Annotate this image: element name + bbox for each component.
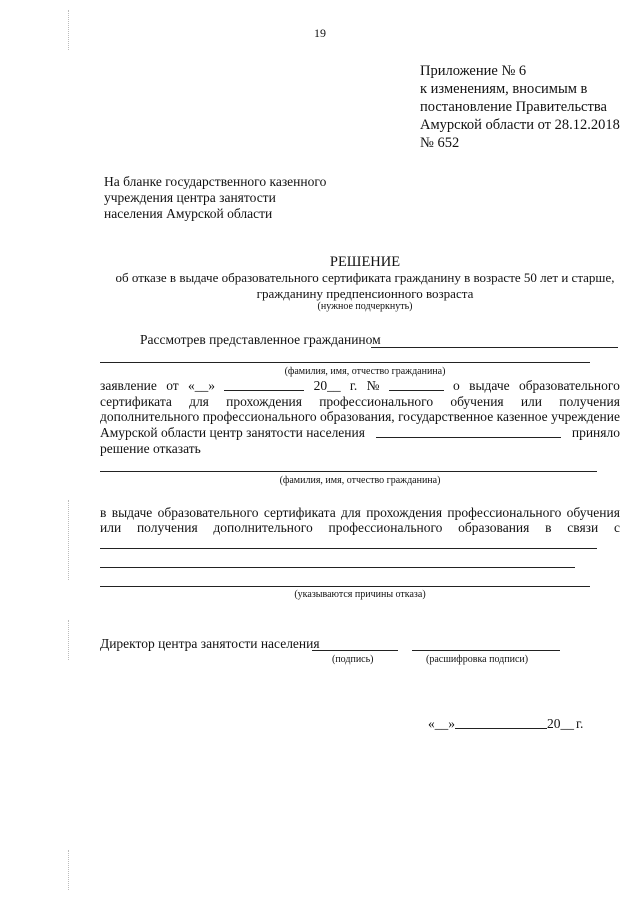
date-quote: «__» <box>187 378 215 393</box>
date-month-field[interactable] <box>224 378 304 391</box>
letterhead-block <box>104 174 326 222</box>
word: сертификата <box>100 394 172 409</box>
word: для <box>189 394 209 409</box>
caption-fio-2: (фамилия, имя, отчество гражданина) <box>279 475 441 486</box>
year-g: г. <box>349 378 358 393</box>
word: заявление <box>100 378 157 393</box>
word: образования <box>458 520 530 535</box>
signature-field[interactable] <box>312 650 398 651</box>
considered-label: Рассмотрев представленное гражданином <box>140 332 381 347</box>
appendix-line: Приложение № 6 <box>420 63 527 79</box>
reason-field-2[interactable] <box>100 567 575 568</box>
word: выдаче <box>111 505 153 520</box>
letterhead-line: На бланке государственного казенного <box>104 174 327 189</box>
refusal-line-2 <box>100 520 620 536</box>
reason-field-1[interactable] <box>100 548 597 549</box>
letterhead-line: учреждения центра занятости <box>104 190 276 205</box>
signature-decode-field[interactable] <box>412 650 560 651</box>
word: сертификата <box>263 505 336 520</box>
citizen-name-field[interactable] <box>371 347 618 348</box>
institution-name-field[interactable] <box>376 425 561 438</box>
word: дополнительного <box>213 520 313 535</box>
caption-signature: (подпись) <box>332 654 374 665</box>
word: получения <box>136 520 198 535</box>
scan-mark <box>68 850 69 890</box>
appendix-line: № 652 <box>420 135 460 151</box>
body-line-5: решение отказать <box>100 441 201 456</box>
scan-mark <box>68 500 69 580</box>
word: прохождения <box>366 505 443 520</box>
word: с <box>613 520 620 535</box>
word: Амурской области центр занятости населения <box>100 425 365 440</box>
application-number-field[interactable] <box>389 378 444 391</box>
word: образовательного <box>157 505 259 520</box>
director-label: Директор центра занятости населения <box>100 636 320 651</box>
word: образовательного <box>518 378 620 393</box>
date-line <box>428 716 583 732</box>
page-number: 19 <box>314 26 326 40</box>
appendix-line: к изменениям, вносимым в <box>420 81 588 97</box>
scan-mark <box>68 620 69 660</box>
body-line-2 <box>100 394 620 410</box>
year-label: 20__ <box>313 378 341 393</box>
scan-mark <box>68 10 69 50</box>
document-subtitle: об отказе в выдаче образовательного сертификата гражданину в возрасте 50 лет и старше, гражданину предпенсионного возраста <box>115 270 615 301</box>
subtitle-note: (нужное подчеркнуть) <box>317 301 413 312</box>
appendix-block <box>420 62 620 152</box>
word: в <box>545 520 552 535</box>
word: профессионального <box>328 520 443 535</box>
caption-fio-1: (фамилия, имя, отчество гражданина) <box>284 366 446 377</box>
caption-signature-decode: (расшифровка подписи) <box>426 654 529 665</box>
word: обучения <box>566 505 620 520</box>
word: профессионального <box>447 505 562 520</box>
reason-field-3[interactable] <box>100 586 590 587</box>
word: обучения <box>450 394 504 409</box>
appendix-line: постановление Правительства <box>420 99 607 115</box>
word: в <box>100 505 107 520</box>
document-title: РЕШЕНИЕ <box>329 254 401 270</box>
date-g: г. <box>576 716 584 731</box>
body-line-3: дополнительного профессионального образования, государственное казенное учреждение <box>100 409 620 424</box>
application-line <box>100 378 620 394</box>
body-line-4 <box>100 425 620 441</box>
word: приняло <box>571 425 620 440</box>
word: или <box>520 394 543 409</box>
word: получения <box>559 394 620 409</box>
letterhead-line: населения Амурской области <box>104 206 273 221</box>
date-month-field[interactable] <box>455 716 547 729</box>
date-year: 20__ <box>547 716 574 731</box>
refusal-line-1 <box>100 505 620 521</box>
citizen-name-field-2[interactable] <box>100 471 597 472</box>
word: профессионального <box>319 394 434 409</box>
word: связи <box>567 520 599 535</box>
word: о <box>453 378 460 393</box>
appendix-line: Амурской области от 28.12.2018 <box>420 117 620 133</box>
word: выдаче <box>469 378 510 393</box>
date-open: «__» <box>428 716 455 731</box>
word: от <box>166 378 179 393</box>
word: для <box>341 505 361 520</box>
word: или <box>100 520 122 535</box>
caption-reasons: (указываются причины отказа) <box>294 589 426 600</box>
number-sign: № <box>366 378 380 393</box>
word: прохождения <box>226 394 302 409</box>
citizen-name-field-continued[interactable] <box>100 362 590 363</box>
